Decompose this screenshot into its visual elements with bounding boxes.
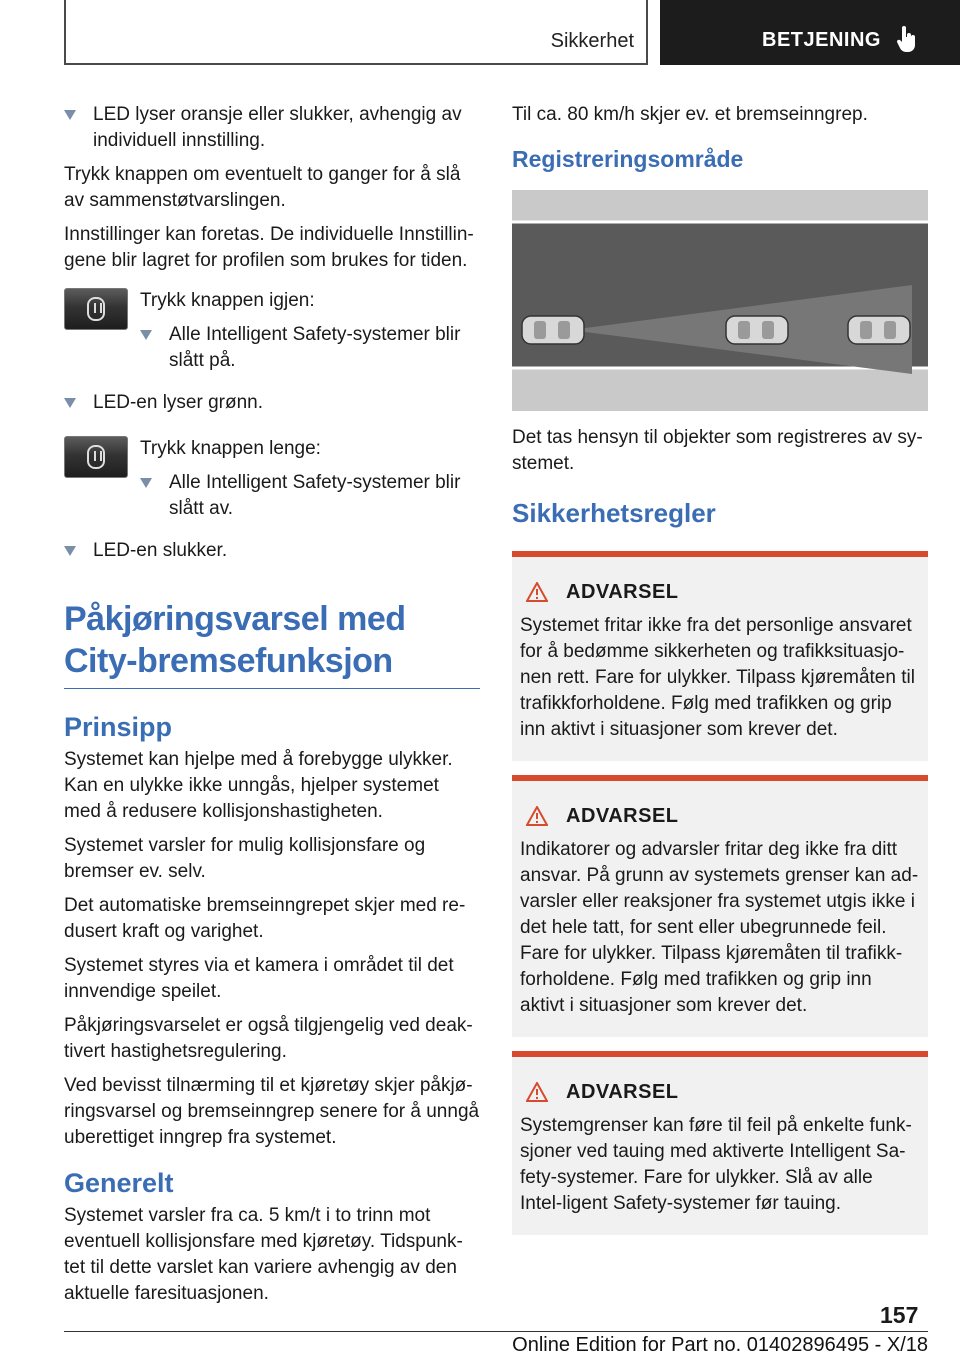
paragraph: Innstillinger kan foretas. De individuelle Innstillin-gene blir lagret for profilen som brukes for tiden. [64, 224, 474, 271]
page-number: 157 [880, 1302, 919, 1328]
header-chapter-title: BETJENING [762, 29, 881, 51]
list-item [64, 390, 480, 416]
section-heading-sikkerhetsregler: Sikkerhetsregler [512, 498, 716, 528]
warning-title: ADVARSEL [566, 805, 679, 827]
paragraph: Systemet varsler for mulig kollisjonsfare og bremser ev. selv. [64, 835, 426, 882]
triangle-bullet-icon [140, 478, 152, 488]
bullet-text: Alle Intelligent Safety-systemer blir slått av. [169, 472, 461, 519]
bullet-text: LED-en slukker. [93, 540, 228, 561]
triangle-bullet-icon [64, 546, 76, 556]
bullet-text: LED-en lyser grønn. [93, 392, 264, 413]
footer-rule [64, 1331, 928, 1332]
intelligent-safety-button-icon [64, 436, 128, 478]
list-item [64, 538, 480, 564]
paragraph: Det automatiske bremseinngrepet skjer med re-dusert kraft og varighet. [64, 895, 466, 942]
list-item [64, 102, 480, 154]
warning-text: Indikatorer og advarsler fritar deg ikke fra ditt ansvar. På grunn av systemets grenser kan ad-varsler eller reaksjoner fra systemet utgis ikke i det hele tatt, for sent eller ubegrunnede feil. Fare for ulykker. Tilpass kjøremåten til trafikk-forholdene. Følg med trafikken og grip inn aktivt i situasjoner som krever det. [520, 839, 919, 1016]
press-instruction [64, 288, 480, 382]
triangle-bullet-icon [64, 110, 76, 120]
warning-box [512, 1051, 928, 1235]
bullet-text: LED lyser oransje eller slukker, avhengig av individuell innstilling. [93, 104, 462, 151]
section-heading-generelt: Generelt [64, 1168, 174, 1198]
right-column [512, 102, 928, 1249]
press-instruction [64, 436, 480, 530]
paragraph: Påkjøringsvarselet er også tilgjengelig ved deak-tivert hastighetsregulering. [64, 1015, 473, 1062]
press-text: Trykk knappen igjen: [140, 290, 315, 311]
left-column [64, 102, 480, 1315]
list-item [140, 322, 480, 374]
heading-rule [64, 688, 480, 689]
intelligent-safety-button-icon [64, 288, 128, 330]
warning-title: ADVARSEL [566, 1081, 679, 1103]
header-section-title: Sikkerhet [550, 30, 634, 52]
section-heading-prinsipp: Prinsipp [64, 712, 173, 742]
press-text: Trykk knappen lenge: [140, 438, 321, 459]
paragraph: Til ca. 80 km/h skjer ev. et bremseinngrep. [512, 104, 868, 125]
detection-range-illustration [512, 190, 928, 411]
paragraph: Systemet kan hjelpe med å forebygge ulykker. Kan en ulykke ikke unngås, hjelper systemet med å redusere kollisjonshastigheten. [64, 749, 453, 822]
header-chapter-box [660, 0, 960, 65]
warning-text: Systemet fritar ikke fra det personlige ansvaret for å bedømme sikkerheten og trafikksituasjo-nen rett. Fare for ulykker. Tilpass kjøremåten til trafikkforholdene. Følg med trafikken og grip inn aktivt i situasjoner som krever det. [520, 615, 915, 740]
footer-edition: Online Edition for Part no. 01402896495 - X/18 [512, 1334, 928, 1356]
section-heading-registreringsomrade: Registreringsområde [512, 146, 744, 172]
chapter-heading: Påkjøringsvarsel med City-bremsefunksjon [64, 600, 406, 680]
warning-triangle-icon [526, 806, 548, 826]
paragraph: Systemet varsler fra ca. 5 km/t i to trinn mot eventuell kollisjonsfare med kjøretøy. Tidspunk-tet til dette varslet kan variere avhengig av den aktuelle faresituasjonen. [64, 1205, 463, 1304]
warning-box [512, 775, 928, 1037]
warning-text: Systemgrenser kan føre til feil på enkelte funk-sjoner ved tauing med aktiverte Intelligent Sa-fety-systemer. Fare for ulykker. Slå av alle Intel-ligent Safety-systemer før tauing. [520, 1115, 912, 1214]
paragraph: Trykk knappen om eventuelt to ganger for å slå av sammenstøtvarslingen. [64, 164, 461, 211]
hand-pointer-icon [896, 26, 918, 52]
paragraph: Systemet styres via et kamera i området til det innvendige speilet. [64, 955, 454, 1002]
warning-title: ADVARSEL [566, 581, 679, 603]
header-section-box [64, 0, 648, 65]
triangle-bullet-icon [140, 330, 152, 340]
warning-box [512, 551, 928, 761]
list-item [140, 470, 480, 522]
bullet-text: Alle Intelligent Safety-systemer blir slått på. [169, 324, 461, 371]
paragraph: Ved bevisst tilnærming til et kjøretøy skjer påkjø-ringsvarsel og bremseinngrep senere for å unngå uberettiget inngrep fra systemet. [64, 1075, 480, 1148]
warning-triangle-icon [526, 1082, 548, 1102]
triangle-bullet-icon [64, 398, 76, 408]
warning-triangle-icon [526, 582, 548, 602]
paragraph: Det tas hensyn til objekter som registreres av sy-stemet. [512, 427, 923, 474]
